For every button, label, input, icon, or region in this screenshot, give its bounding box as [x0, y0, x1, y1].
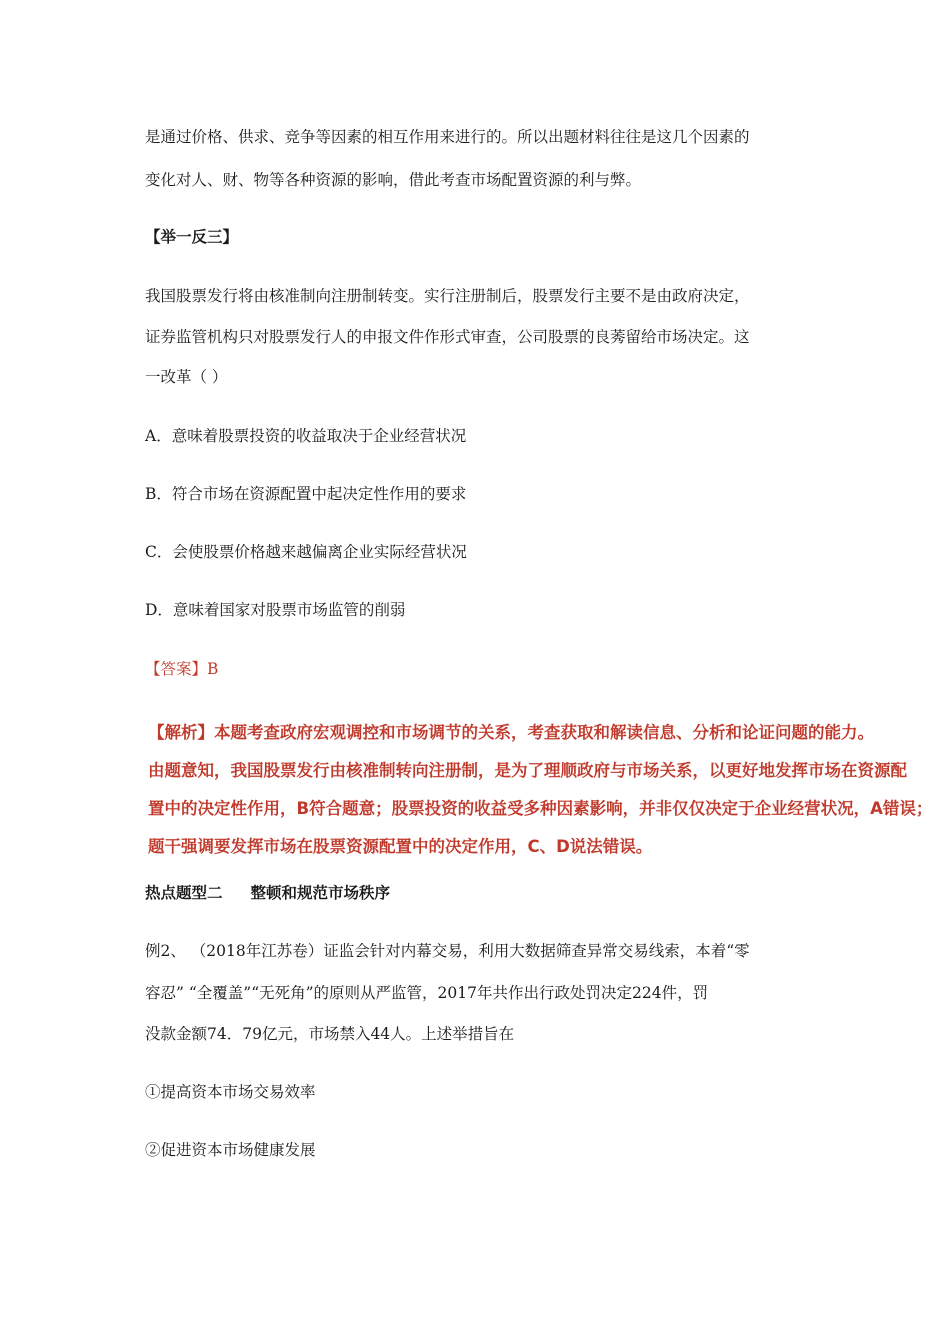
hot-topic-heading — [145, 883, 390, 903]
intro-line-1: 是通过价格、供求、竞争等因素的相互作用来进行的。所以出题材料往往是这几个因素的 — [145, 128, 750, 146]
section-heading: 【举一反三】 — [145, 227, 239, 246]
example-item-2: ②促进资本市场健康发展 — [145, 1141, 316, 1159]
question-stem-line-3: 一改革（ ） — [145, 368, 228, 386]
answer-label: 【答案】B — [145, 660, 219, 678]
option-d: D．意味着国家对股票市场监管的削弱 — [145, 601, 406, 619]
question-stem-line-2: 证券监管机构只对股票发行人的申报文件作形式审查，公司股票的良莠留给市场决定。这 — [145, 328, 750, 346]
analysis-line-2: 由题意知，我国股票发行由核准制转向注册制，是为了理顺政府与市场关系，以更好地发挥市场在资源配 — [148, 761, 907, 780]
example-line-1: 例2、 （2018年江苏卷）证监会针对内幕交易，利用大数据筛查异常交易线索，本着“零 — [145, 942, 750, 960]
example-line-2: 容忍” “全覆盖”“无死角”的原则从严监管，2017年共作出行政处罚决定224件，罚 — [145, 984, 709, 1002]
analysis-line-3: 置中的决定性作用，B符合题意；股票投资的收益受多种因素影响，并非仅仅决定于企业经营状况，A错误； — [148, 799, 933, 818]
option-a: A．意味着股票投资的收益取决于企业经营状况 — [145, 427, 467, 445]
example-item-1: ①提高资本市场交易效率 — [145, 1083, 316, 1101]
question-stem-line-1: 我国股票发行将由核准制向注册制转变。实行注册制后，股票发行主要不是由政府决定， — [145, 287, 750, 305]
example-line-3: 没款金额74．79亿元，市场禁入44人。上述举措旨在 — [145, 1025, 515, 1043]
hot-topic-title: 整顿和规范市场秩序 — [250, 883, 391, 902]
hot-topic-label: 热点题型二 — [145, 883, 223, 902]
option-b: B．符合市场在资源配置中起决定性作用的要求 — [145, 485, 467, 503]
analysis-line-1: 【解析】本题考查政府宏观调控和市场调节的关系，考查获取和解读信息、分析和论证问题的能力。 — [148, 723, 874, 742]
intro-line-2: 变化对人、财、物等各种资源的影响，借此考查市场配置资源的利与弊。 — [145, 171, 642, 189]
analysis-line-4: 题干强调要发挥市场在股票资源配置中的决定作用，C、D说法错误。 — [148, 837, 653, 856]
option-c: C．会使股票价格越来越偏离企业实际经营状况 — [145, 543, 467, 561]
